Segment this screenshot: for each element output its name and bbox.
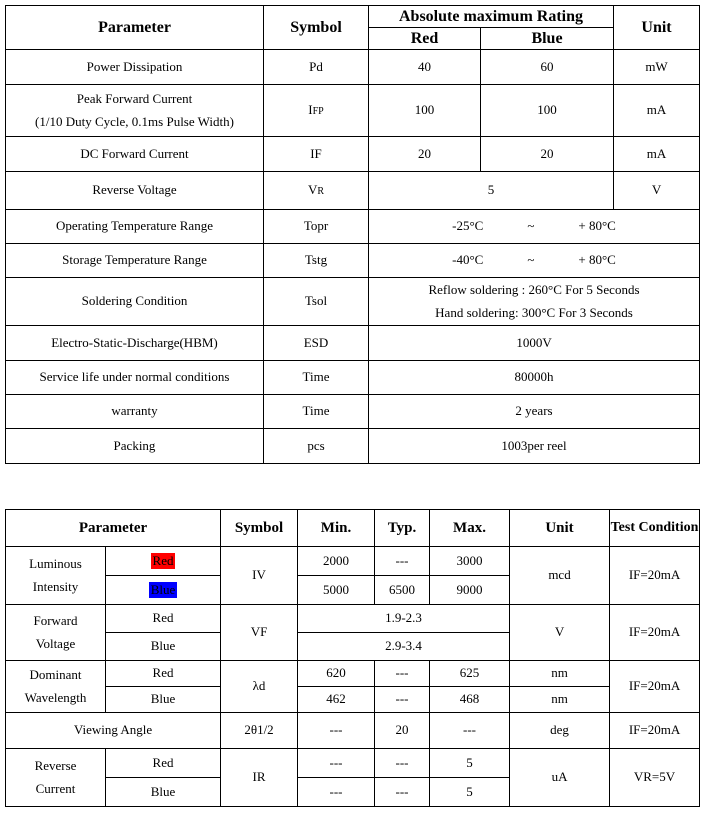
table-row [6, 244, 700, 278]
unit-cell: mcd [510, 547, 610, 605]
value-cell: 5 [369, 172, 614, 210]
typ-value: --- [375, 749, 430, 778]
param-cell: warranty [6, 395, 264, 429]
condition-cell: IF=20mA [610, 605, 700, 661]
value-cell: 1003per reel [369, 429, 700, 464]
unit-cell: nm [510, 661, 610, 687]
param-line: Forward [33, 612, 78, 628]
soldering-line: Reflow soldering : 260°C For 5 Seconds [428, 281, 640, 297]
header-parameter: Parameter [6, 6, 264, 50]
condition-cell: VR=5V [610, 749, 700, 807]
color-label: Red [106, 749, 221, 778]
condition-cell: IF=20mA [610, 661, 700, 713]
symbol-cell [264, 172, 369, 210]
color-cell [106, 547, 221, 576]
param-cell: Reverse Voltage [6, 172, 264, 210]
red-value: 20 [369, 137, 481, 172]
value-cell: 2 years [369, 395, 700, 429]
soldering-cell [369, 278, 700, 326]
symbol-main: I [308, 102, 313, 118]
param-line: Reverse [34, 757, 77, 773]
min-value: 462 [298, 687, 375, 713]
max-value: 5 [430, 749, 510, 778]
unit-cell: nm [510, 687, 610, 713]
max-value: 3000 [430, 547, 510, 576]
color-label: Blue [106, 633, 221, 661]
table-row [6, 395, 700, 429]
param-line: Luminous [29, 555, 82, 571]
table-header-row [6, 6, 700, 28]
typ-value: 6500 [375, 576, 430, 605]
symbol-main: V [307, 182, 318, 198]
range-tilde: ~ [527, 252, 535, 268]
table-row [6, 137, 700, 172]
condition-cell: IF=20mA [610, 713, 700, 749]
range-from: -40°C [452, 252, 484, 268]
unit-cell: mA [614, 137, 700, 172]
symbol-cell: Time [264, 395, 369, 429]
param-cell: Viewing Angle [6, 713, 221, 749]
color-label: Red [106, 661, 221, 687]
max-value: 5 [430, 778, 510, 807]
header-unit: Unit [510, 510, 610, 547]
soldering-line: Hand soldering: 300°C For 3 Seconds [435, 304, 633, 320]
typ-value: --- [375, 778, 430, 807]
header-red: Red [369, 28, 481, 50]
symbol-cell: Tsol [264, 278, 369, 326]
table-row [6, 429, 700, 464]
table-row [6, 547, 700, 576]
min-value: --- [298, 713, 375, 749]
table-row [6, 361, 700, 395]
symbol-cell: Time [264, 361, 369, 395]
red-value: 40 [369, 50, 481, 85]
max-value: 468 [430, 687, 510, 713]
symbol-cell: VF [221, 605, 298, 661]
unit-cell: V [510, 605, 610, 661]
symbol-cell: IF [264, 137, 369, 172]
symbol-cell: 2θ1/2 [221, 713, 298, 749]
range-from: -25°C [452, 218, 484, 234]
header-parameter: Parameter [6, 510, 221, 547]
range-cell [369, 244, 700, 278]
table-row [6, 278, 700, 326]
table-row [6, 85, 700, 137]
range-value: 2.9-3.4 [298, 633, 510, 661]
param-cell [6, 547, 106, 605]
table-row [6, 326, 700, 361]
typ-value: 20 [375, 713, 430, 749]
param-cell: Service life under normal conditions [6, 361, 264, 395]
symbol-cell: pcs [264, 429, 369, 464]
table-row [6, 605, 700, 633]
range-value: 1.9-2.3 [298, 605, 510, 633]
typ-value: --- [375, 687, 430, 713]
param-line: (1/10 Duty Cycle, 0.1ms Pulse Width) [35, 113, 234, 129]
header-min: Min. [298, 510, 375, 547]
param-line: Wavelength [24, 689, 87, 705]
min-value: 620 [298, 661, 375, 687]
symbol-cell: Pd [264, 50, 369, 85]
symbol-cell: IR [221, 749, 298, 807]
absolute-max-ratings-table [5, 5, 700, 464]
param-line: Peak Forward Current [76, 90, 193, 106]
range-tilde: ~ [527, 218, 535, 234]
unit-cell: uA [510, 749, 610, 807]
color-label: Blue [106, 687, 221, 713]
blue-value: 100 [481, 85, 614, 137]
blue-value: 60 [481, 50, 614, 85]
header-unit: Unit [614, 6, 700, 50]
header-symbol: Symbol [264, 6, 369, 50]
red-swatch: Red [152, 552, 174, 568]
header-rating: Absolute maximum Rating [369, 6, 614, 28]
param-line: Intensity [32, 578, 79, 594]
param-cell [6, 661, 106, 713]
max-value: 625 [430, 661, 510, 687]
blue-value: 20 [481, 137, 614, 172]
unit-cell: mA [614, 85, 700, 137]
symbol-cell: ESD [264, 326, 369, 361]
electro-optical-table [5, 509, 700, 807]
param-cell: DC Forward Current [6, 137, 264, 172]
unit-cell: mW [614, 50, 700, 85]
range-to: + 80°C [578, 218, 616, 234]
param-cell: Power Dissipation [6, 50, 264, 85]
color-cell [106, 576, 221, 605]
typ-value: --- [375, 661, 430, 687]
header-test-condition: Test Condition [610, 510, 700, 547]
symbol-cell: Topr [264, 210, 369, 244]
condition-cell: IF=20mA [610, 547, 700, 605]
header-max: Max. [430, 510, 510, 547]
header-typ: Typ. [375, 510, 430, 547]
symbol-subscript: R [317, 186, 325, 198]
symbol-cell: Tstg [264, 244, 369, 278]
red-value: 100 [369, 85, 481, 137]
table-row [6, 749, 700, 778]
table-row [6, 661, 700, 687]
unit-cell: V [614, 172, 700, 210]
range-to: + 80°C [578, 252, 616, 268]
param-line: Current [35, 780, 76, 796]
param-line: Dominant [29, 666, 82, 682]
max-value: 9000 [430, 576, 510, 605]
min-value: 5000 [298, 576, 375, 605]
typ-value: --- [375, 547, 430, 576]
table-row [6, 713, 700, 749]
table-header-row [6, 510, 700, 547]
param-cell [6, 605, 106, 661]
symbol-cell: IV [221, 547, 298, 605]
value-cell: 1000V [369, 326, 700, 361]
symbol-cell: λd [221, 661, 298, 713]
param-cell [6, 85, 264, 137]
symbol-cell [264, 85, 369, 137]
symbol-subscript: FP [312, 106, 324, 118]
header-symbol: Symbol [221, 510, 298, 547]
blue-swatch: Blue [150, 581, 176, 597]
header-blue: Blue [481, 28, 614, 50]
param-cell [6, 749, 106, 807]
range-cell [369, 210, 700, 244]
param-cell: Storage Temperature Range [6, 244, 264, 278]
table-row [6, 172, 700, 210]
param-cell: Soldering Condition [6, 278, 264, 326]
value-cell: 80000h [369, 361, 700, 395]
param-cell: Operating Temperature Range [6, 210, 264, 244]
color-label: Red [106, 605, 221, 633]
table-row [6, 687, 700, 713]
color-label: Blue [106, 778, 221, 807]
table-row [6, 210, 700, 244]
table-row [6, 50, 700, 85]
max-value: --- [430, 713, 510, 749]
param-cell: Electro-Static-Discharge(HBM) [6, 326, 264, 361]
unit-cell: deg [510, 713, 610, 749]
param-line: Voltage [35, 635, 76, 651]
min-value: 2000 [298, 547, 375, 576]
min-value: --- [298, 778, 375, 807]
min-value: --- [298, 749, 375, 778]
param-cell: Packing [6, 429, 264, 464]
